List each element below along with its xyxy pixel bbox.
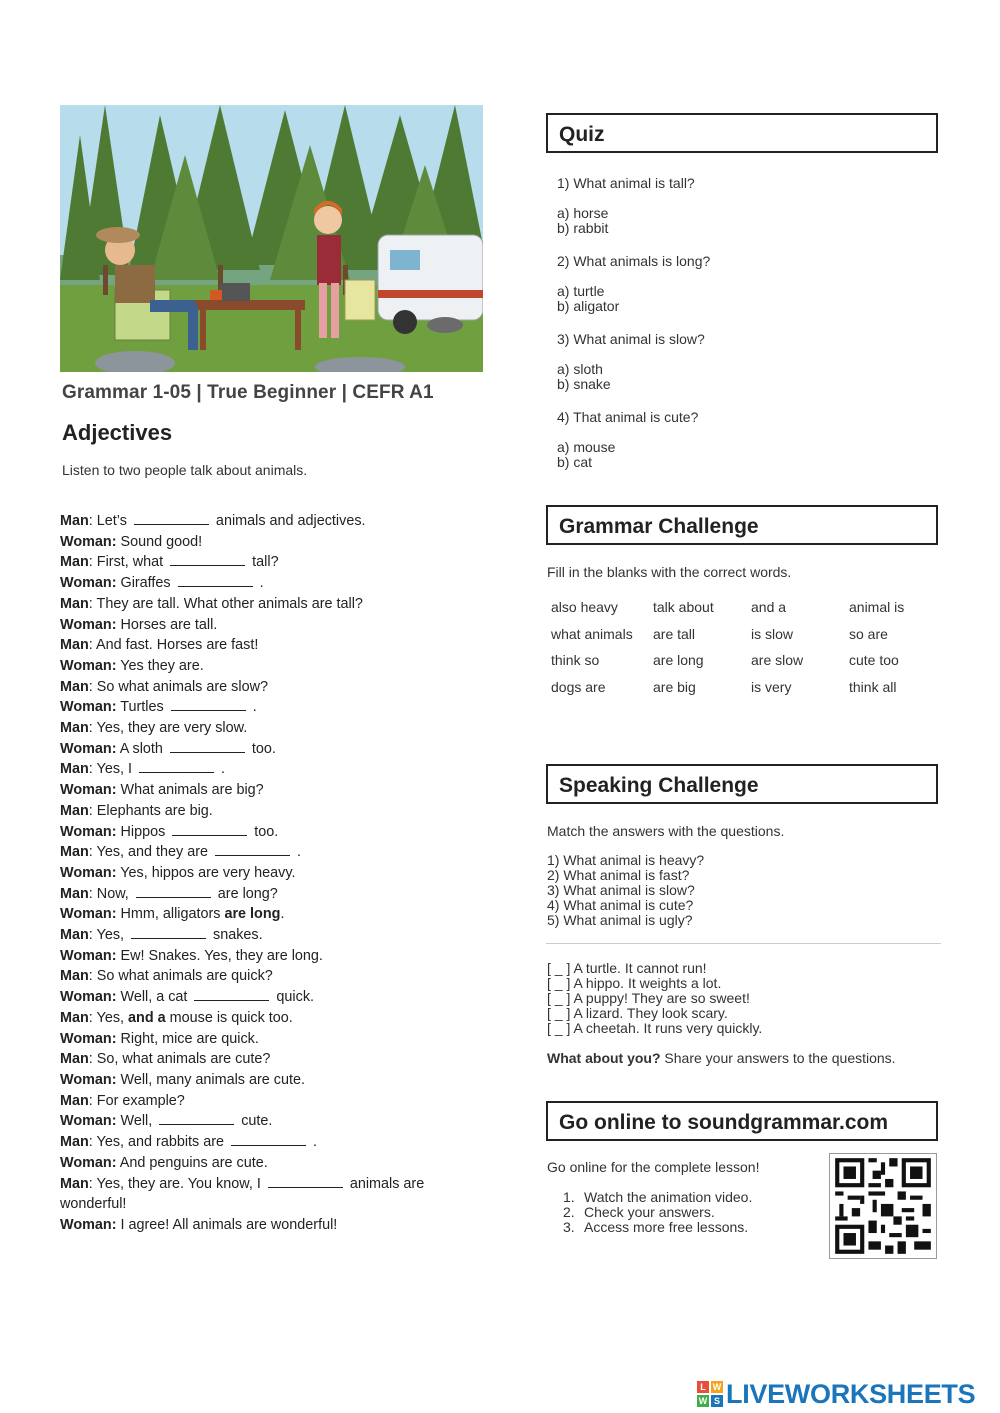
speaker-separator: : xyxy=(88,1092,97,1109)
line-text-before: Yes, they are very slow. xyxy=(96,720,248,737)
dialogue-line xyxy=(60,1132,480,1153)
speaking-answers xyxy=(547,961,762,1036)
line-text-before: Well, many animals are cute. xyxy=(120,1071,305,1088)
word-bank-item: think all xyxy=(849,678,897,695)
line-text-before: Yes, I xyxy=(96,761,137,778)
speaker-label: Man xyxy=(60,678,89,695)
dialogue-line xyxy=(60,615,480,636)
dialogue-line xyxy=(60,801,480,822)
quiz-question: 2) What animals is long? xyxy=(557,253,711,269)
line-text-before: Well, a cat xyxy=(120,989,192,1006)
liveworksheets-logo xyxy=(697,1378,975,1410)
dialogue-line xyxy=(60,1174,460,1215)
speaker-label: Man xyxy=(60,927,89,944)
word-bank-item: dogs are xyxy=(551,678,606,695)
answer-blank[interactable] xyxy=(131,926,206,939)
speaker-label: Man xyxy=(60,1051,89,1068)
speaker-separator: : xyxy=(88,720,97,737)
speaking-prompt xyxy=(547,1051,896,1066)
speaker-label: Woman: xyxy=(60,699,117,716)
line-text-before: Now, xyxy=(96,885,133,902)
speaking-challenge-heading: Speaking Challenge xyxy=(559,774,759,797)
grammar-challenge-heading-box xyxy=(546,505,938,545)
word-bank-item: cute too xyxy=(849,652,899,669)
line-text-before: Yes, hippos are very heavy. xyxy=(120,864,296,881)
speaker-label: Woman: xyxy=(60,782,117,799)
line-text-before: Well, xyxy=(120,1113,157,1130)
speaker-label: Man xyxy=(60,637,89,654)
speaker-label: Man xyxy=(60,885,89,902)
speaker-label: Woman: xyxy=(60,740,117,757)
line-text-after: quick. xyxy=(272,989,315,1006)
dialogue-line xyxy=(60,697,480,718)
dialogue-line xyxy=(60,1049,480,1070)
intro-text: Listen to two people talk about animals. xyxy=(62,462,308,478)
line-text-before: I agree! All animals are wonderful! xyxy=(120,1216,338,1233)
online-step xyxy=(563,1205,752,1220)
camping-illustration xyxy=(60,105,483,372)
speaking-answer[interactable]: [ _ ] A hippo. It weights a lot. xyxy=(547,975,722,991)
qr-code[interactable] xyxy=(829,1153,937,1259)
speaker-label: Woman: xyxy=(60,575,117,592)
line-text-bold: and a xyxy=(128,1009,166,1026)
line-text-before: They are tall. What other animals are tall? xyxy=(96,595,363,612)
speaker-separator: : xyxy=(88,1051,97,1068)
word-bank-item: animal is xyxy=(849,599,905,616)
answer-blank[interactable] xyxy=(178,574,253,587)
answer-blank[interactable] xyxy=(134,512,209,525)
speaker-label: Woman: xyxy=(60,1113,117,1130)
speaker-separator: : xyxy=(88,1134,97,1151)
quiz-heading-box xyxy=(546,113,938,153)
dialogue-line xyxy=(60,822,480,843)
line-text-after: . xyxy=(255,575,264,592)
line-text-after: snakes. xyxy=(209,927,263,944)
line-text-after: are long? xyxy=(213,885,278,902)
speaking-answer[interactable]: [ _ ] A lizard. They look scary. xyxy=(547,1005,728,1021)
speaker-separator: : xyxy=(88,637,96,654)
dialogue-line xyxy=(60,863,480,884)
online-step-number: 2. xyxy=(563,1204,575,1220)
line-text-before: Right, mice are quick. xyxy=(120,1030,259,1047)
speaking-answer[interactable]: [ _ ] A puppy! They are so sweet! xyxy=(547,990,750,1006)
speaker-label: Man xyxy=(60,720,89,737)
dialogue xyxy=(60,511,480,1236)
line-text-after: . xyxy=(217,761,226,778)
quiz-option-a[interactable]: a) sloth xyxy=(557,361,603,377)
dialogue-line xyxy=(60,656,480,677)
line-text-before: Elephants are big. xyxy=(96,802,213,819)
line-text-before: Hippos xyxy=(120,823,170,840)
speaking-prompt-rest: Share your answers to the questions. xyxy=(660,1050,896,1066)
speaker-label: Woman: xyxy=(60,1030,117,1047)
word-bank-row xyxy=(551,621,947,648)
quiz-option-a[interactable]: a) horse xyxy=(557,205,609,221)
speaker-label: Woman: xyxy=(60,823,117,840)
line-text-after: cute. xyxy=(237,1113,273,1130)
dialogue-line xyxy=(60,594,480,615)
liveworksheets-brand: LIVEWORKSHEETS xyxy=(726,1378,976,1409)
speaking-answer[interactable]: [ _ ] A turtle. It cannot run! xyxy=(547,960,707,976)
quiz-option-b[interactable]: b) aligator xyxy=(557,298,620,314)
speaker-label: Woman: xyxy=(60,989,117,1006)
quiz-heading: Quiz xyxy=(559,123,605,146)
liveworksheets-icon: L W W S xyxy=(698,1382,722,1406)
line-text-before: A sloth xyxy=(119,740,167,757)
word-bank-item: are big xyxy=(653,678,696,695)
online-step-number: 1. xyxy=(563,1189,575,1205)
word-bank-row xyxy=(551,647,947,674)
quiz-option-b[interactable]: b) rabbit xyxy=(557,220,609,236)
line-text-before: Yes, and they are xyxy=(96,844,213,861)
answer-blank[interactable] xyxy=(172,823,247,836)
line-text-after: mouse is quick too. xyxy=(165,1009,293,1026)
dialogue-line xyxy=(60,842,480,863)
quiz-option-a[interactable]: a) turtle xyxy=(557,283,605,299)
speaker-separator: : xyxy=(88,844,97,861)
dialogue-line xyxy=(60,1029,480,1050)
answer-blank[interactable] xyxy=(194,988,269,1001)
line-text-before: Giraffes xyxy=(120,575,175,592)
speaker-label: Man xyxy=(60,844,89,861)
qr-code-image xyxy=(830,1154,936,1258)
speaker-separator: : xyxy=(88,927,97,944)
online-heading: Go online to soundgrammar.com xyxy=(559,1111,889,1134)
divider xyxy=(546,943,941,944)
speaker-label: Man xyxy=(60,1092,89,1109)
speaker-separator: : xyxy=(88,513,97,529)
speaker-label: Man xyxy=(60,1175,89,1192)
line-text-after: . xyxy=(309,1134,318,1151)
online-step-text: Access more free lessons. xyxy=(584,1219,749,1235)
speaker-separator: : xyxy=(88,1175,97,1192)
online-heading-box xyxy=(546,1101,938,1141)
speaker-label: Woman: xyxy=(60,1154,117,1171)
word-bank-item: what animals xyxy=(551,625,633,642)
line-text-before: And penguins are cute. xyxy=(119,1154,268,1171)
dialogue-line xyxy=(60,1008,480,1029)
speaker-label: Man xyxy=(60,968,89,985)
speaker-label: Woman: xyxy=(60,947,117,964)
dialogue-line xyxy=(60,1111,480,1132)
line-text-before: First, what xyxy=(96,554,168,571)
line-text-after: . xyxy=(280,906,285,923)
line-text-before: What animals are big? xyxy=(120,782,264,799)
speaking-challenge-instruction: Match the answers with the questions. xyxy=(547,823,785,839)
speaking-question: 2) What animal is fast? xyxy=(547,867,690,883)
dialogue-line xyxy=(60,1153,480,1174)
word-bank xyxy=(551,594,947,700)
dialogue-line xyxy=(60,925,480,946)
speaker-separator: : xyxy=(88,554,97,571)
dialogue-line xyxy=(60,904,480,925)
dialogue-line xyxy=(60,884,480,905)
word-bank-item: are slow xyxy=(751,652,804,669)
answer-blank[interactable] xyxy=(170,740,245,753)
quiz-option-b[interactable]: b) snake xyxy=(557,376,611,392)
line-text-before: So what animals are quick? xyxy=(96,968,273,985)
course-line: Grammar 1-05 | True Beginner | CEFR A1 xyxy=(62,382,434,403)
quiz-option-a[interactable]: a) mouse xyxy=(557,439,616,455)
online-steps xyxy=(563,1190,752,1235)
line-text-before: Yes, and rabbits are xyxy=(96,1134,229,1151)
quiz-question: 4) That animal is cute? xyxy=(557,409,699,425)
line-text-before: Turtles xyxy=(120,699,168,716)
speaker-label: Woman: xyxy=(60,1071,117,1088)
speaker-label: Woman: xyxy=(60,616,117,633)
dialogue-line xyxy=(60,532,480,553)
line-text-before: So, what animals are cute? xyxy=(96,1051,271,1068)
word-bank-item: are tall xyxy=(653,625,696,642)
dialogue-line xyxy=(60,677,480,698)
dialogue-line xyxy=(60,511,480,532)
dialogue-line xyxy=(60,780,480,801)
dialogue-line xyxy=(60,987,480,1008)
line-text-before: Yes, xyxy=(96,927,129,944)
line-text-before: And fast. Horses are fast! xyxy=(96,637,259,654)
word-bank-row xyxy=(551,594,947,621)
dialogue-line xyxy=(60,718,480,739)
answer-blank[interactable] xyxy=(136,885,211,898)
line-text-before: Hmm, alligators xyxy=(120,906,225,923)
line-text-before: Yes, they are. You know, I xyxy=(96,1175,265,1192)
speaker-separator: : xyxy=(88,1009,97,1026)
speaker-label: Woman: xyxy=(60,1216,117,1233)
speaking-question: 1) What animal is heavy? xyxy=(547,852,705,868)
online-step xyxy=(563,1220,752,1235)
line-text-before: Yes they are. xyxy=(120,657,204,674)
online-step-text: Watch the animation video. xyxy=(584,1189,753,1205)
dialogue-line xyxy=(60,739,480,760)
dialogue-line xyxy=(60,573,480,594)
dialogue-line xyxy=(60,946,480,967)
word-bank-row xyxy=(551,674,947,701)
speaker-label: Man xyxy=(60,554,89,571)
line-text-after: tall? xyxy=(248,554,279,571)
answer-blank[interactable] xyxy=(159,1112,234,1125)
online-step xyxy=(563,1190,752,1205)
speaker-label: Man xyxy=(60,1134,89,1151)
grammar-challenge-heading: Grammar Challenge xyxy=(559,515,759,538)
answer-blank[interactable] xyxy=(170,553,245,566)
line-text-before: Let’s xyxy=(96,513,131,529)
online-intro: Go online for the complete lesson! xyxy=(547,1159,760,1175)
answer-blank[interactable] xyxy=(268,1175,343,1188)
speaker-label: Man xyxy=(60,761,89,778)
answer-blank[interactable] xyxy=(171,698,246,711)
speaker-separator: : xyxy=(88,595,97,612)
word-bank-item: is slow xyxy=(751,625,794,642)
speaker-label: Woman: xyxy=(60,864,117,881)
speaker-separator: : xyxy=(88,885,97,902)
speaker-separator: : xyxy=(88,802,97,819)
line-text-before: Ew! Snakes. Yes, they are long. xyxy=(120,947,323,964)
speaking-challenge-heading-box xyxy=(546,764,938,804)
speaker-label: Man xyxy=(60,513,89,529)
word-bank-item: is very xyxy=(751,678,792,695)
speaker-label: Man xyxy=(60,595,89,612)
word-bank-item: talk about xyxy=(653,599,714,616)
dialogue-line xyxy=(60,966,480,987)
dialogue-line xyxy=(60,1091,480,1112)
line-text-after: . xyxy=(293,844,302,861)
answer-blank[interactable] xyxy=(139,760,214,773)
quiz-question: 1) What animal is tall? xyxy=(557,175,695,191)
word-bank-item: are long xyxy=(653,652,704,669)
answer-blank[interactable] xyxy=(215,843,290,856)
quiz-option-b[interactable]: b) cat xyxy=(557,454,593,470)
dialogue-line xyxy=(60,635,480,656)
line-text-after: too. xyxy=(250,823,279,840)
speaking-question: 5) What animal is ugly? xyxy=(547,912,693,928)
speaking-answer[interactable]: [ _ ] A cheetah. It runs very quickly. xyxy=(547,1020,763,1036)
line-text-before: For example? xyxy=(96,1092,185,1109)
dialogue-line xyxy=(60,759,480,780)
dialogue-line xyxy=(60,1215,480,1236)
line-text-before: Yes, xyxy=(96,1009,129,1026)
line-text-before: So what animals are slow? xyxy=(96,678,268,695)
quiz-question: 3) What animal is slow? xyxy=(557,331,705,347)
speaking-prompt-bold: What about you? xyxy=(547,1050,661,1066)
speaker-separator: : xyxy=(88,761,97,778)
speaker-label: Man xyxy=(60,802,89,819)
line-text-after: . xyxy=(248,699,257,716)
speaking-question: 4) What animal is cute? xyxy=(547,897,694,913)
word-bank-item: think so xyxy=(551,652,600,669)
online-step-number: 3. xyxy=(563,1219,575,1235)
answer-blank[interactable] xyxy=(231,1133,306,1146)
dialogue-line xyxy=(60,552,480,573)
grammar-challenge-instruction: Fill in the blanks with the correct words. xyxy=(547,564,792,580)
line-text-after: animals are wonderful! xyxy=(60,1175,425,1213)
line-text-after: animals and adjectives. xyxy=(211,513,366,529)
word-bank-item: also heavy xyxy=(551,599,618,616)
speaker-label: Man xyxy=(60,1009,89,1026)
speaker-separator: : xyxy=(88,678,97,695)
dialogue-line xyxy=(60,1070,480,1091)
speaker-separator: : xyxy=(88,968,97,985)
word-bank-item: and a xyxy=(751,599,787,616)
online-step-text: Check your answers. xyxy=(584,1204,715,1220)
line-text-bold: are long xyxy=(224,906,281,923)
line-text-after: too. xyxy=(247,740,276,757)
speaker-label: Woman: xyxy=(60,533,117,550)
word-bank-item: so are xyxy=(849,625,888,642)
speaking-question: 3) What animal is slow? xyxy=(547,882,695,898)
line-text-before: Sound good! xyxy=(120,533,203,550)
line-text-before: Horses are tall. xyxy=(120,616,218,633)
speaker-label: Woman: xyxy=(60,657,117,674)
speaker-label: Woman: xyxy=(60,906,117,923)
speaking-questions xyxy=(547,853,704,928)
page-title: Adjectives xyxy=(62,420,173,445)
